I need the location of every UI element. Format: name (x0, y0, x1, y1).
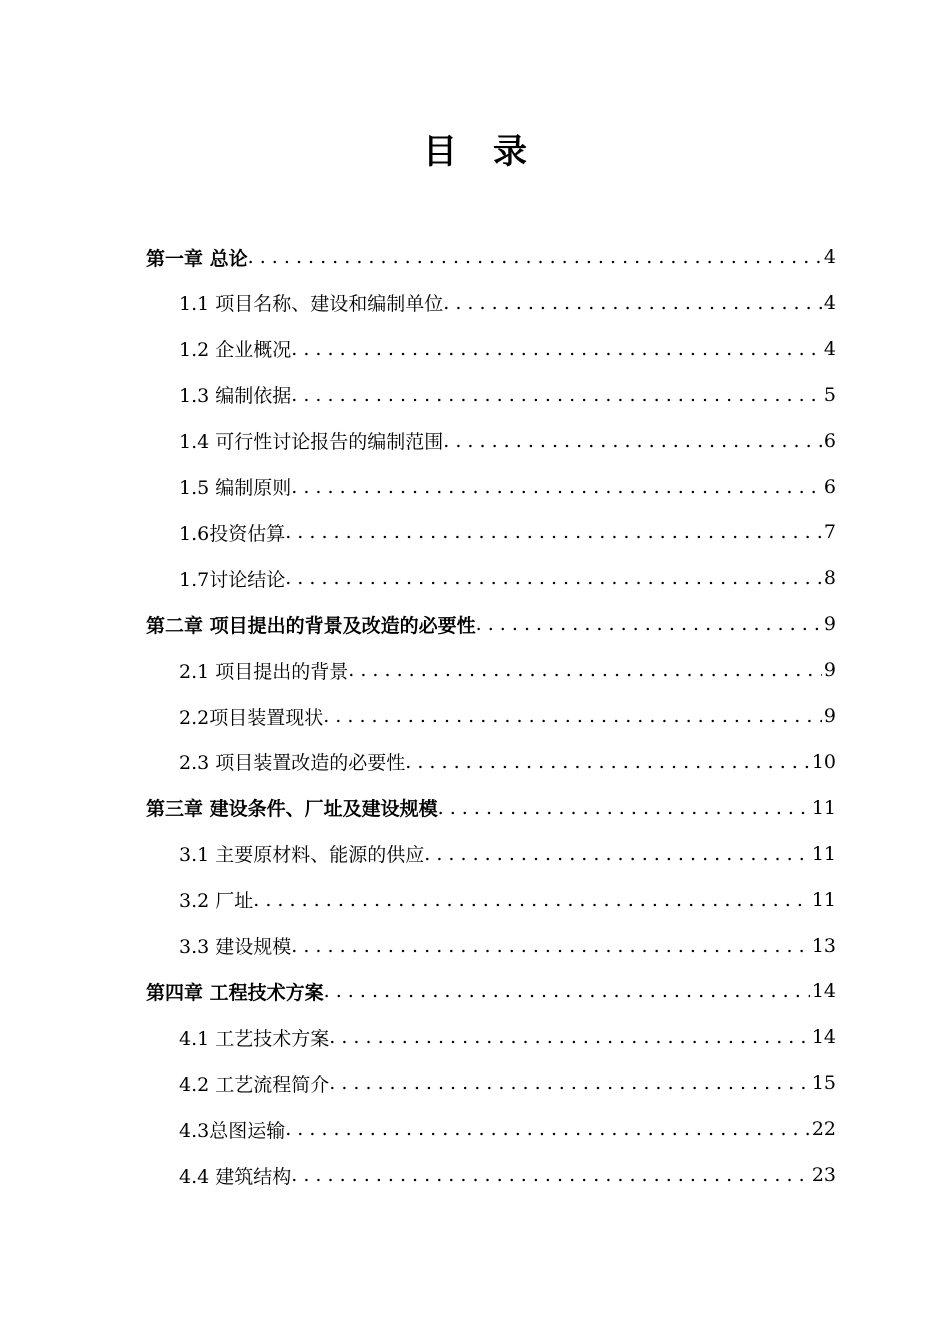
toc-dot-leader (438, 797, 810, 819)
toc-page-number: 22 (811, 1118, 836, 1141)
toc-entry-title: 1.4 可行性讨论报告的编制范围 (179, 431, 444, 454)
toc-entry-title: 1.3 编制依据 (179, 385, 292, 408)
toc-entry-title: 第一章 总论 (146, 247, 248, 270)
toc-entry-title: 2.1 项目提出的背景 (179, 660, 349, 683)
toc-dot-leader (248, 246, 822, 268)
toc-page-number: 4 (823, 246, 836, 268)
toc-dot-leader (405, 751, 810, 773)
toc-entry-title: 4.1 工艺技术方案 (179, 1027, 330, 1050)
toc-dot-leader (285, 521, 822, 543)
toc-dot-leader (291, 384, 822, 406)
toc-page-number: 14 (811, 1026, 836, 1049)
toc-section-entry[interactable] (179, 831, 836, 877)
toc-chapter-entry[interactable] (146, 968, 836, 1014)
toc-page-number: 9 (823, 659, 836, 682)
toc-dot-leader (291, 476, 822, 498)
toc-page-number: 13 (811, 934, 836, 957)
toc-entry-title: 3.3 建设规模 (179, 936, 292, 958)
toc-dot-leader (323, 705, 822, 727)
toc-dot-leader (348, 659, 822, 681)
toc-dot-leader (291, 935, 810, 957)
toc-chapter-entry[interactable] (146, 234, 836, 280)
toc-entry-title: 3.2 厂址 (179, 890, 254, 913)
toc-entry-title: 1.7讨论结论 (179, 568, 286, 591)
toc-entry-title: 1.1 项目名称、建设和编制单位 (179, 293, 444, 316)
toc-page-number: 15 (811, 1072, 836, 1095)
toc-chapter-entry[interactable] (146, 601, 836, 647)
toc-page-number: 23 (811, 1164, 836, 1186)
toc-entry-title: 4.2 工艺流程简介 (179, 1073, 330, 1096)
toc-chapter-entry[interactable] (146, 785, 836, 831)
toc-dot-leader (253, 889, 810, 911)
toc-page-number: 6 (823, 429, 836, 452)
toc-entry-title: 4.3总图运输 (179, 1119, 286, 1142)
toc-dot-leader (329, 1026, 810, 1048)
toc-dot-leader (324, 980, 810, 1002)
toc-dot-leader (285, 1118, 810, 1140)
toc-page-number: 6 (823, 475, 836, 498)
toc-dot-leader (476, 613, 822, 635)
toc-entry-title: 4.4 建筑结构 (179, 1165, 292, 1188)
toc-page-number: 4 (823, 291, 836, 314)
toc-section-entry[interactable] (179, 326, 836, 372)
toc-section-entry[interactable] (179, 693, 836, 739)
toc-dot-leader (443, 430, 822, 452)
toc-entry-title: 第三章 建设条件、厂址及建设规模 (146, 798, 438, 821)
toc-page-number: 11 (811, 888, 836, 911)
toc-page-number: 5 (823, 383, 836, 406)
toc-entry-title: 第四章 工程技术方案 (146, 981, 324, 1004)
toc-section-entry[interactable] (179, 418, 836, 464)
page-title: 目录 (423, 132, 563, 172)
toc-section-entry[interactable] (179, 923, 836, 969)
toc-page-number: 9 (823, 705, 836, 727)
toc-entry-title: 1.5 编制原则 (179, 477, 292, 499)
toc-dot-leader (291, 338, 822, 360)
toc-dot-leader (329, 1072, 810, 1094)
toc-page-number: 14 (811, 980, 836, 1003)
toc-section-entry[interactable] (179, 647, 836, 693)
toc-entry-title: 第二章 项目提出的背景及改造的必要性 (146, 614, 476, 637)
toc-section-entry[interactable] (179, 464, 836, 510)
toc-section-entry[interactable] (179, 372, 836, 418)
toc-section-entry[interactable] (179, 1152, 836, 1198)
toc-dot-leader (291, 1164, 810, 1186)
toc-section-entry[interactable] (179, 555, 836, 601)
toc-dot-leader (443, 292, 822, 314)
toc-dot-leader (285, 567, 822, 589)
toc-page-number: 9 (823, 613, 836, 636)
toc-section-entry[interactable] (179, 1106, 836, 1152)
toc-page-number: 8 (823, 567, 836, 590)
toc-entry-title: 3.1 主要原材料、能源的供应 (179, 844, 425, 867)
toc-page-number: 11 (811, 842, 836, 865)
toc-entry-title: 1.2 企业概况 (179, 339, 292, 362)
toc-section-entry[interactable] (179, 739, 836, 785)
toc-section-entry[interactable] (179, 509, 836, 555)
toc-dot-leader (424, 843, 810, 865)
toc-page-number: 10 (811, 750, 836, 773)
toc-entry-title: 1.6投资估算 (179, 522, 286, 545)
toc-entry-title: 2.3 项目装置改造的必要性 (179, 752, 406, 775)
toc-section-entry[interactable] (179, 280, 836, 326)
toc-section-entry[interactable] (179, 1060, 836, 1106)
toc-section-entry[interactable] (179, 877, 836, 923)
toc-section-entry[interactable] (179, 1014, 836, 1060)
toc-page-number: 7 (823, 521, 836, 544)
toc-page-number: 4 (823, 337, 836, 360)
toc-page-number: 11 (811, 796, 836, 819)
toc-entry-title: 2.2项目装置现状 (179, 706, 324, 729)
